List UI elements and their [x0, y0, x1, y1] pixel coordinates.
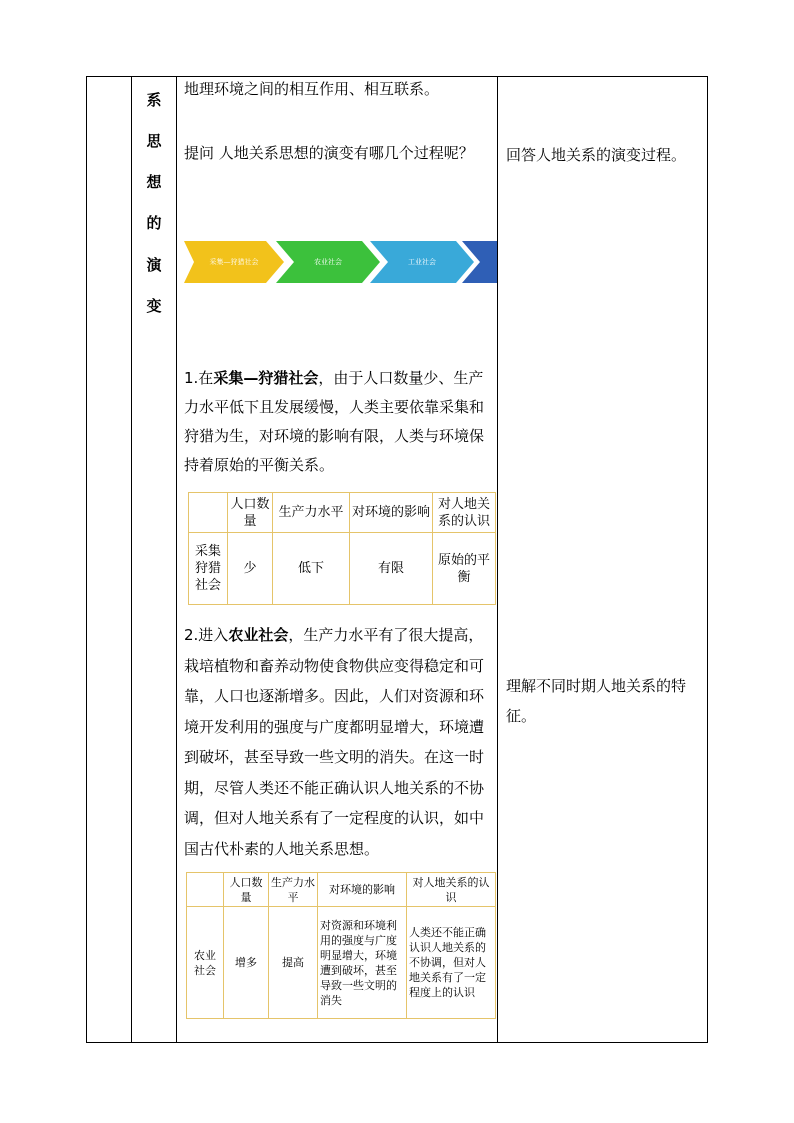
title-char: 演: [146, 256, 162, 274]
t1-header-empty: [189, 493, 228, 533]
para2-rest: ，生产力水平有了很大提高，栽培植物和畜养动物使食物供应变得稳定和可靠，人口也逐渐增多。因此，人们对资源和环境开发利用的强度与广度都明显增大，环境遭到破坏，甚至导致一些文明的消失。在这一时期，尽管人类还不能正确认识人地关系的不协调，但对人地关系有了一定程度的认识，如中国古代朴素的人地关系思想。: [184, 626, 485, 858]
t2-cell: 提高: [269, 907, 318, 1019]
agriculture-table: [186, 872, 496, 1019]
t1-header-productivity: 生产力水平: [273, 493, 350, 533]
flow-step-next: [462, 241, 497, 283]
para1-prefix: 1.在: [184, 369, 214, 387]
title-char: 思: [146, 132, 162, 150]
paragraph-gathering: [184, 364, 496, 480]
t2-cell: 增多: [224, 907, 269, 1019]
flow-step-industry: [370, 241, 474, 283]
t1-header-impact: 对环境的影响: [350, 493, 433, 533]
t1-cell: 原始的平衡: [433, 533, 496, 605]
title-char: 想: [146, 173, 162, 191]
paragraph-agriculture: [184, 620, 496, 864]
para1-lead: 采集—狩猎社会: [213, 369, 319, 387]
flow-step-label: 农业社会: [314, 258, 342, 266]
table-bottom-border: [86, 1042, 707, 1043]
t1-cell: 低下: [273, 533, 350, 605]
table-border-3: [176, 76, 177, 1043]
t2-cell: 人类还不能正确认识人地关系的不协调，但对人地关系有了一定程度上的认识: [407, 907, 496, 1019]
t2-header-impact: 对环境的影响: [318, 873, 407, 907]
t1-cell: 有限: [350, 533, 433, 605]
teaching-note-2: 理解不同时期人地关系的特征。: [506, 677, 687, 725]
t1-header-population: 人口数量: [228, 493, 273, 533]
table-border-5: [707, 76, 708, 1043]
para2-prefix: 2.进入: [184, 626, 229, 644]
t2-header-empty: [187, 873, 224, 907]
flow-step-label: 采集—狩猎社会: [209, 258, 259, 266]
top-text: 地理环境之间的相互作用、相互联系。: [184, 80, 440, 98]
t2-header-population: 人口数量: [224, 873, 269, 907]
t1-header-recognition: 对人地关系的认识: [433, 493, 496, 533]
table-border-1: [86, 76, 87, 1043]
t2-row-label: 农业社会: [187, 907, 224, 1019]
evolution-flow: [184, 241, 497, 283]
t2-header-productivity: 生产力水平: [269, 873, 318, 907]
table-border-4: [497, 76, 498, 1043]
gathering-table: [188, 492, 496, 605]
title-char: 系: [146, 91, 162, 109]
para1-rest: ，由于人口数量少、生产力水平低下且发展缓慢，人类主要依靠采集和狩猎为生，对环境的影响有限，人类与环境保持着原始的平衡关系。: [184, 369, 485, 474]
flow-step-gathering: [184, 241, 284, 283]
question-text: 提问 人地关系思想的演变有哪几个过程呢？: [184, 144, 474, 162]
flow-step-agriculture: [276, 241, 380, 283]
t1-cell: 少: [228, 533, 273, 605]
para2-lead: 农业社会: [228, 626, 289, 644]
t2-header-recognition: 对人地关系的认识: [407, 873, 496, 907]
title-char: 变: [146, 297, 162, 315]
title-char: 的: [146, 214, 162, 232]
t1-row-label: 采集狩猎社会: [189, 533, 228, 605]
t2-cell: 对资源和环境利用的强度与广度明显增大，环境遭到破坏，甚至导致一些文明的消失: [318, 907, 407, 1019]
flow-step-label: 工业社会: [408, 258, 436, 266]
teaching-note-1: 回答人地关系的演变过程。: [506, 146, 687, 164]
